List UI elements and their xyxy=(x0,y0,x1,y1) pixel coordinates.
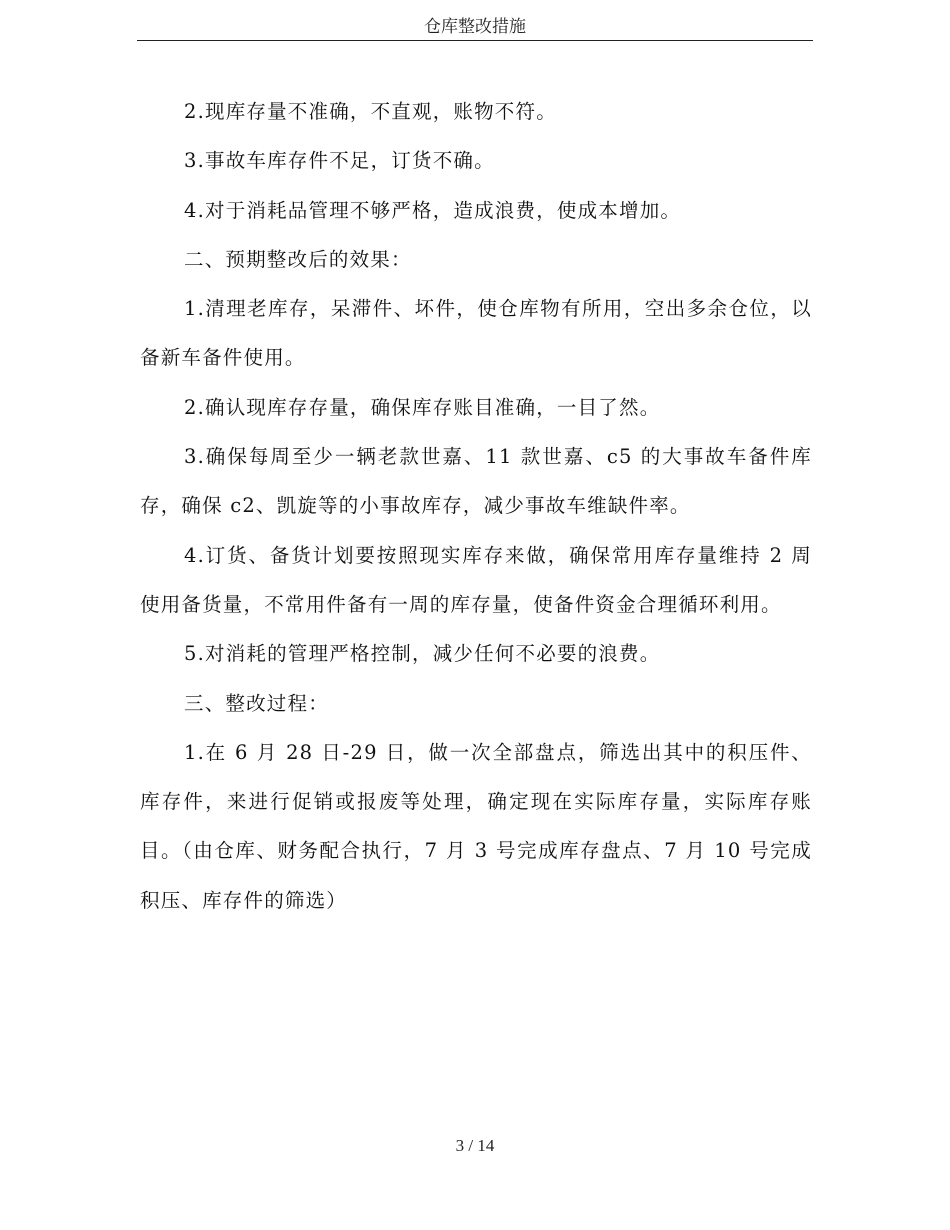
paragraph: 1.在 6 月 28 日-29 日，做一次全部盘点，筛选出其中的积压件、库存件，来进行促销或报废等处理，确定现在实际库存量，实际库存账目。（由仓库、财务配合执行，7 月 3 号完成库存盘点、7 月 10 号完成积压、库存件的筛选） xyxy=(140,740,812,912)
section-heading: 二、预期整改后的效果： xyxy=(184,247,412,271)
paragraph: 4.订货、备货计划要按照现实库存来做，确保常用库存量维持 2 周使用备货量，不常用件备有一周的库存量，使备件资金合理循环利用。 xyxy=(140,543,812,616)
paragraph: 1.清理老库存，呆滞件、坏件，使仓库物有所用，空出多余仓位，以备新车备件使用。 xyxy=(140,297,812,370)
page-number: 3 / 14 xyxy=(455,1136,495,1155)
paragraph: 5.对消耗的管理严格控制，减少任何不必要的浪费。 xyxy=(184,642,661,666)
section-heading: 三、整改过程： xyxy=(184,691,329,715)
paragraph: 2.现库存量不准确，不直观，账物不符。 xyxy=(184,100,557,123)
document-body xyxy=(140,87,812,925)
header-title: 仓库整改措施 xyxy=(424,17,526,37)
paragraph: 3.确保每周至少一辆老款世嘉、11 款世嘉、c5 的大事故车备件库存，确保 c2、凯旋等的小事故库存，减少事故车维缺件率。 xyxy=(140,445,812,518)
paragraph: 4.对于消耗品管理不够严格，造成浪费，使成本增加。 xyxy=(184,198,682,222)
paragraph: 3.事故车库存件不足，订货不确。 xyxy=(184,149,495,173)
paragraph: 2.确认现库存存量，确保库存账目准确，一目了然。 xyxy=(184,395,661,419)
page-header xyxy=(137,14,813,41)
page-footer xyxy=(0,1136,950,1156)
